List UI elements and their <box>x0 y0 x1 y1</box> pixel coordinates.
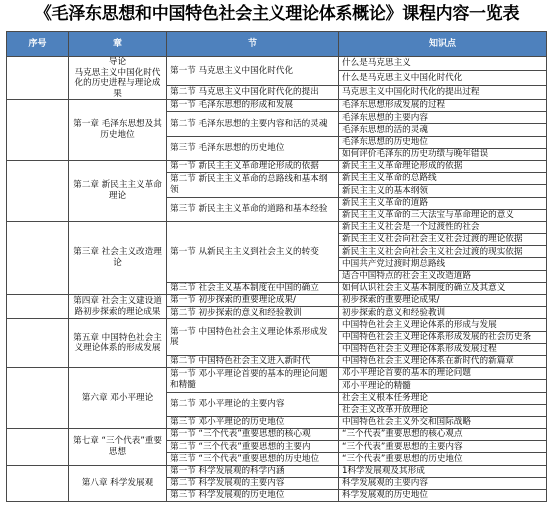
table-row <box>7 319 547 331</box>
knowledge-point-cell: 毛泽东思想的活的灵魂 <box>339 124 547 136</box>
chapter-cell: 第八章 科学发展观 <box>69 465 167 502</box>
knowledge-point-cell: 科学发展观的历史地位 <box>339 490 547 502</box>
section-cell: 第一节 中国特色社会主义理论体系形成发展 <box>167 319 339 356</box>
section-cell: 第一节 毛泽东思想的形成和发展 <box>167 100 339 112</box>
chapter-cell: 第六章 邓小平理论 <box>69 368 167 429</box>
knowledge-point-cell: 中国特色社会主义理论体系的形成与发展 <box>339 319 547 331</box>
seq-cell <box>7 57 69 100</box>
knowledge-point-cell: “三个代表”重要思想的主要内容 <box>339 441 547 453</box>
course-table <box>6 31 547 502</box>
table-row <box>7 100 547 112</box>
knowledge-point-cell: 如何评价毛泽东的历史功绩与晚年错误 <box>339 148 547 160</box>
knowledge-point-cell: 新民主主义革命的道路 <box>339 197 547 209</box>
section-cell: 第一节 科学发展观的科学内涵 <box>167 465 339 477</box>
knowledge-point-cell: 中国特色社会主义理论体系在新时代的新篇章 <box>339 355 547 367</box>
chapter-cell: 第一章 毛泽东思想及其历史地位 <box>69 100 167 161</box>
knowledge-point-cell: 新民主主义社会向社会主义社会过渡的理论依据 <box>339 234 547 246</box>
section-cell: 第三节 社会主义基本制度在中国的确立 <box>167 282 339 294</box>
section-cell: 第三节 邓小平理论的历史地位 <box>167 416 339 428</box>
knowledge-point-cell: 新民主主义革命的三大法宝与革命理论的意义 <box>339 209 547 221</box>
seq-cell <box>7 368 69 429</box>
section-cell: 第二节 新民主主义革命的总路线和基本纲领 <box>167 173 339 197</box>
table-row <box>7 295 547 307</box>
table-row <box>7 221 547 233</box>
section-cell: 第二节 马克思主义中国化时代化的提出 <box>167 85 339 99</box>
section-cell: 第一节 初步探索的重要理论成果/ <box>167 295 339 307</box>
knowledge-point-cell: 中国特色社会主义理论体系形成发展的社会历史条 <box>339 331 547 343</box>
table-row <box>7 465 547 477</box>
section-cell: 第三节 “三个代表”重要思想的历史地位 <box>167 453 339 465</box>
knowledge-point-cell: 邓小平理论的精髓 <box>339 380 547 392</box>
seq-cell <box>7 221 69 294</box>
knowledge-point-cell: 初步探索的意义和经验教训 <box>339 307 547 319</box>
knowledge-point-cell: 科学发展观的主要内容 <box>339 477 547 489</box>
table-row <box>7 429 547 441</box>
seq-cell <box>7 160 69 221</box>
knowledge-point-cell: “三个代表”重要思想的历史地位 <box>339 453 547 465</box>
chapter-cell: 导论 马克思主义中国化时代化的历史进程与理论成果 <box>69 57 167 100</box>
knowledge-point-cell: 初步探索的重要理论成果/ <box>339 295 547 307</box>
chapter-cell: 第七章 “三个代表”重要思想 <box>69 429 167 466</box>
section-cell: 第三节 新民主主义革命的道路和基本经验 <box>167 197 339 221</box>
header-points: 知识点 <box>339 32 547 57</box>
section-cell: 第三节 毛泽东思想的历史地位 <box>167 136 339 160</box>
knowledge-point-cell: 中国共产党过渡时期总路线 <box>339 258 547 270</box>
table-header-row <box>7 32 547 57</box>
header-section: 节 <box>167 32 339 57</box>
knowledge-point-cell: 马克思主义中国化时代化的提出过程 <box>339 85 547 99</box>
knowledge-point-cell: 毛泽东思想的历史地位 <box>339 136 547 148</box>
knowledge-point-cell: 毛泽东思想的主要内容 <box>339 112 547 124</box>
knowledge-point-cell: 如何认识社会主义基本制度的确立及其意义 <box>339 282 547 294</box>
seq-cell <box>7 295 69 319</box>
seq-cell <box>7 319 69 368</box>
chapter-cell: 第三章 社会主义改造理论 <box>69 221 167 294</box>
section-cell: 第一节 马克思主义中国化时代化 <box>167 57 339 86</box>
table-row <box>7 368 547 380</box>
seq-cell <box>7 465 69 502</box>
seq-cell <box>7 100 69 161</box>
chapter-cell: 第二章 新民主主义革命理论 <box>69 160 167 221</box>
section-cell: 第二节 初步探索的意义和经验教训 <box>167 307 339 319</box>
chapter-cell: 第五章 中国特色社会主义理论体系的形成发展 <box>69 319 167 368</box>
section-cell: 第一节 “三个代表”重要思想的核心观 <box>167 429 339 441</box>
section-cell: 第二节 中国特色社会主义进入新时代 <box>167 355 339 367</box>
table-body <box>7 57 547 502</box>
section-cell: 第三节 科学发展观的历史地位 <box>167 490 339 502</box>
section-cell: 第二节 毛泽东思想的主要内容和活的灵魂 <box>167 112 339 136</box>
header-chapter: 章 <box>69 32 167 57</box>
header-seq: 序号 <box>7 32 69 57</box>
table-row <box>7 57 547 71</box>
knowledge-point-cell: 新民主主义革命理论形成的依据 <box>339 160 547 172</box>
knowledge-point-cell: 什么是马克思主义中国化时代化 <box>339 71 547 85</box>
knowledge-point-cell: 中国特色社会主义外交和国际战略 <box>339 416 547 428</box>
knowledge-point-cell: “三个代表”重要思想的核心观点 <box>339 429 547 441</box>
knowledge-point-cell: 新民主主义的基本纲领 <box>339 185 547 197</box>
section-cell: 第二节 邓小平理论的主要内容 <box>167 392 339 416</box>
knowledge-point-cell: 邓小平理论首要的基本的理论问题 <box>339 368 547 380</box>
section-cell: 第一节 邓小平理论首要的基本的理论问题和精髓 <box>167 368 339 392</box>
knowledge-point-cell: 新民主主义社会是一个过渡性的社会 <box>339 221 547 233</box>
section-cell: 第二节 “三个代表”重要思想的主要内 <box>167 441 339 453</box>
knowledge-point-cell: 新民主主义革命的总路线 <box>339 173 547 185</box>
knowledge-point-cell: 社会主义根本任务理论 <box>339 392 547 404</box>
knowledge-point-cell: 中国特色社会主义理论体系形成发展过程 <box>339 343 547 355</box>
knowledge-point-cell: 新民主主义社会向社会主义社会过渡的现实依据 <box>339 246 547 258</box>
seq-cell <box>7 429 69 466</box>
section-cell: 第一节 新民主主义革命理论形成的依据 <box>167 160 339 172</box>
knowledge-point-cell: 社会主义改革开放理论 <box>339 404 547 416</box>
section-cell: 第二节 科学发展观的主要内容 <box>167 477 339 489</box>
table-row <box>7 160 547 172</box>
knowledge-point-cell: 什么是马克思主义 <box>339 57 547 71</box>
section-cell: 第一节 从新民主主义到社会主义的转变 <box>167 221 339 282</box>
chapter-cell: 第四章 社会主义建设道路初步探索的理论成果 <box>69 295 167 319</box>
knowledge-point-cell: 毛泽东思想形成发展的过程 <box>339 100 547 112</box>
page-title: 《毛泽东思想和中国特色社会主义理论体系概论》课程内容一览表 <box>34 4 520 24</box>
knowledge-point-cell: 1科学发展观及其形成 <box>339 465 547 477</box>
knowledge-point-cell: 适合中国特点的社会主义改造道路 <box>339 270 547 282</box>
